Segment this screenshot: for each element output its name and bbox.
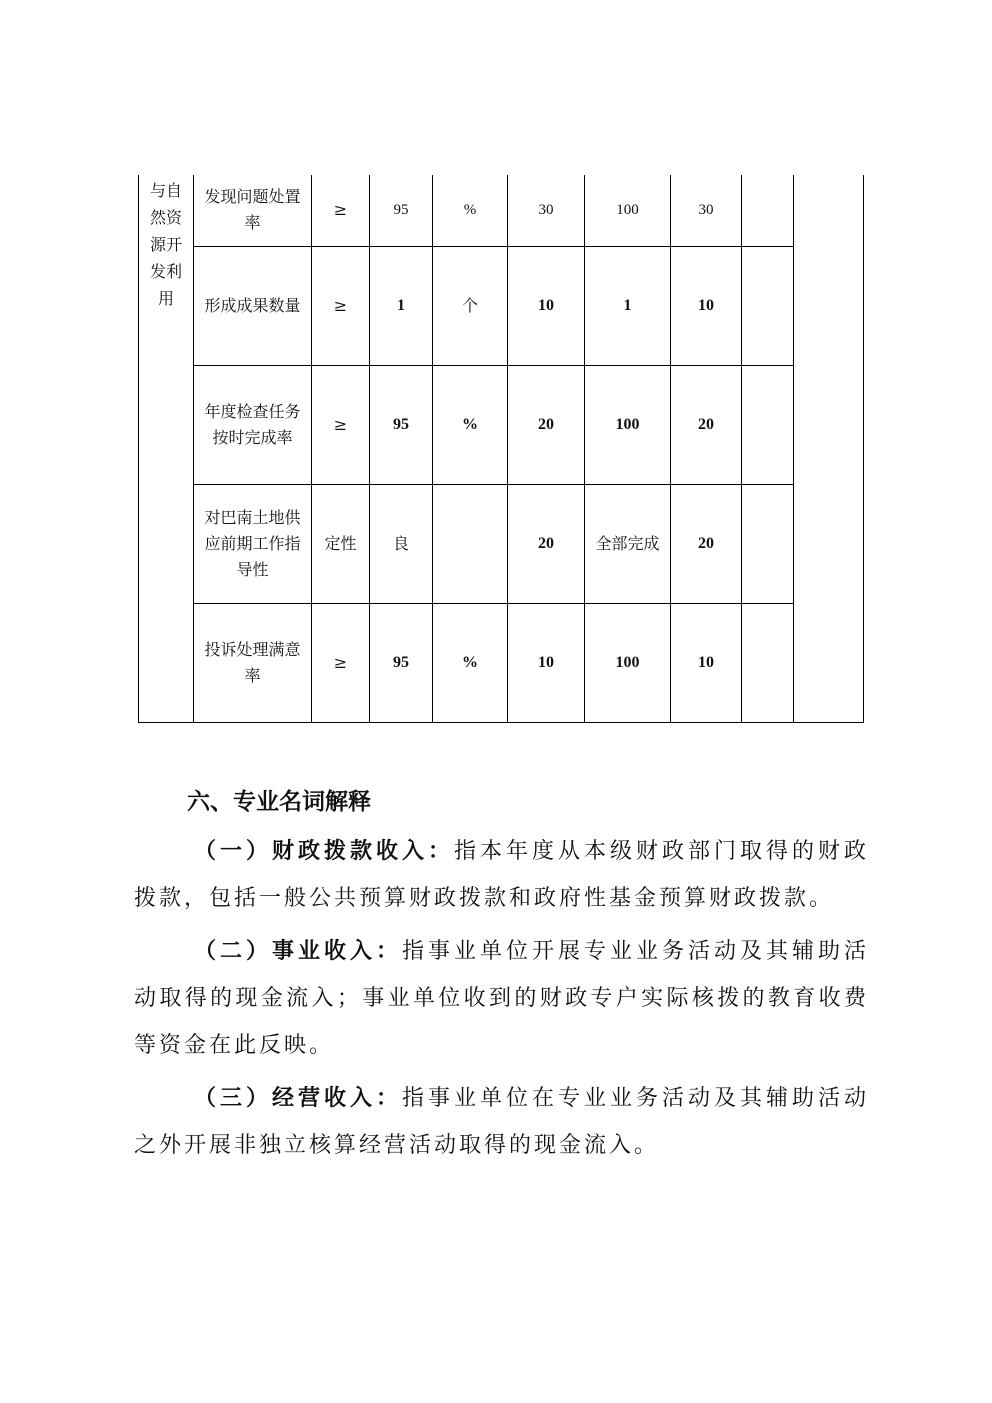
- terms-section: [134, 782, 869, 1169]
- term-definition: 指事业单位在专业业务活动及其辅助活动之外开展非独立核算经营活动取得的现金流入。: [134, 1086, 869, 1158]
- unit-cell: %: [433, 175, 508, 246]
- score-cell: 10: [671, 246, 742, 365]
- term-paragraph: [134, 928, 869, 1069]
- indicator-cell: 发现问题处置率: [194, 175, 312, 246]
- table-row: [139, 603, 864, 722]
- unit-cell: %: [433, 603, 508, 722]
- indicator-cell: 年度检查任务按时完成率: [194, 365, 312, 484]
- unit-cell: %: [433, 365, 508, 484]
- weight-cell: 10: [508, 603, 585, 722]
- term-label: （二）事业收入：: [194, 938, 402, 964]
- weight-cell: 20: [508, 484, 585, 603]
- actual-cell: 100: [585, 175, 671, 246]
- score-cell: 20: [671, 365, 742, 484]
- table-row: [139, 484, 864, 603]
- operator-cell: 定性: [312, 484, 370, 603]
- remark-cell: [742, 246, 794, 365]
- indicator-cell: 对巴南土地供应前期工作指导性: [194, 484, 312, 603]
- actual-cell: 全部完成: [585, 484, 671, 603]
- score-cell: 10: [671, 603, 742, 722]
- target-cell: 95: [370, 603, 433, 722]
- category-cell: 与自然资源开发利用: [139, 175, 194, 722]
- indicator-cell: 形成成果数量: [194, 246, 312, 365]
- term-definition: 指事业单位开展专业业务活动及其辅助活动取得的现金流入；事业单位收到的财政专户实际核拨的教育收费等资金在此反映。: [134, 939, 869, 1058]
- indicator-cell: 投诉处理满意率: [194, 603, 312, 722]
- target-cell: 1: [370, 246, 433, 365]
- operator-cell: ≥: [312, 246, 370, 365]
- score-cell: 30: [671, 175, 742, 246]
- term-definition: 指本年度从本级财政部门取得的财政拨款，包括一般公共预算财政拨款和政府性基金预算财政拨款。: [134, 839, 869, 911]
- term-label: （三）经营收入：: [194, 1085, 402, 1111]
- weight-cell: 10: [508, 246, 585, 365]
- section-heading: 六、专业名词解释: [187, 789, 371, 815]
- remark-cell: [742, 365, 794, 484]
- remark-cell: [742, 603, 794, 722]
- unit-cell: [433, 484, 508, 603]
- weight-cell: 30: [508, 175, 585, 246]
- target-cell: 95: [370, 365, 433, 484]
- term-paragraph: [134, 828, 869, 922]
- score-cell: 20: [671, 484, 742, 603]
- operator-cell: ≥: [312, 365, 370, 484]
- table-row: [139, 175, 864, 246]
- table-row: [139, 365, 864, 484]
- operator-cell: ≥: [312, 603, 370, 722]
- unit-cell: 个: [433, 246, 508, 365]
- actual-cell: 100: [585, 365, 671, 484]
- operator-cell: ≥: [312, 175, 370, 246]
- target-cell: 良: [370, 484, 433, 603]
- term-paragraph: [134, 1075, 869, 1169]
- actual-cell: 100: [585, 603, 671, 722]
- blank-column: [794, 175, 864, 722]
- term-label: （一）财政拨款收入：: [194, 838, 454, 864]
- target-cell: 95: [370, 175, 433, 246]
- weight-cell: 20: [508, 365, 585, 484]
- remark-cell: [742, 484, 794, 603]
- remark-cell: [742, 175, 794, 246]
- table-row: [139, 246, 864, 365]
- performance-table: [138, 175, 864, 723]
- actual-cell: 1: [585, 246, 671, 365]
